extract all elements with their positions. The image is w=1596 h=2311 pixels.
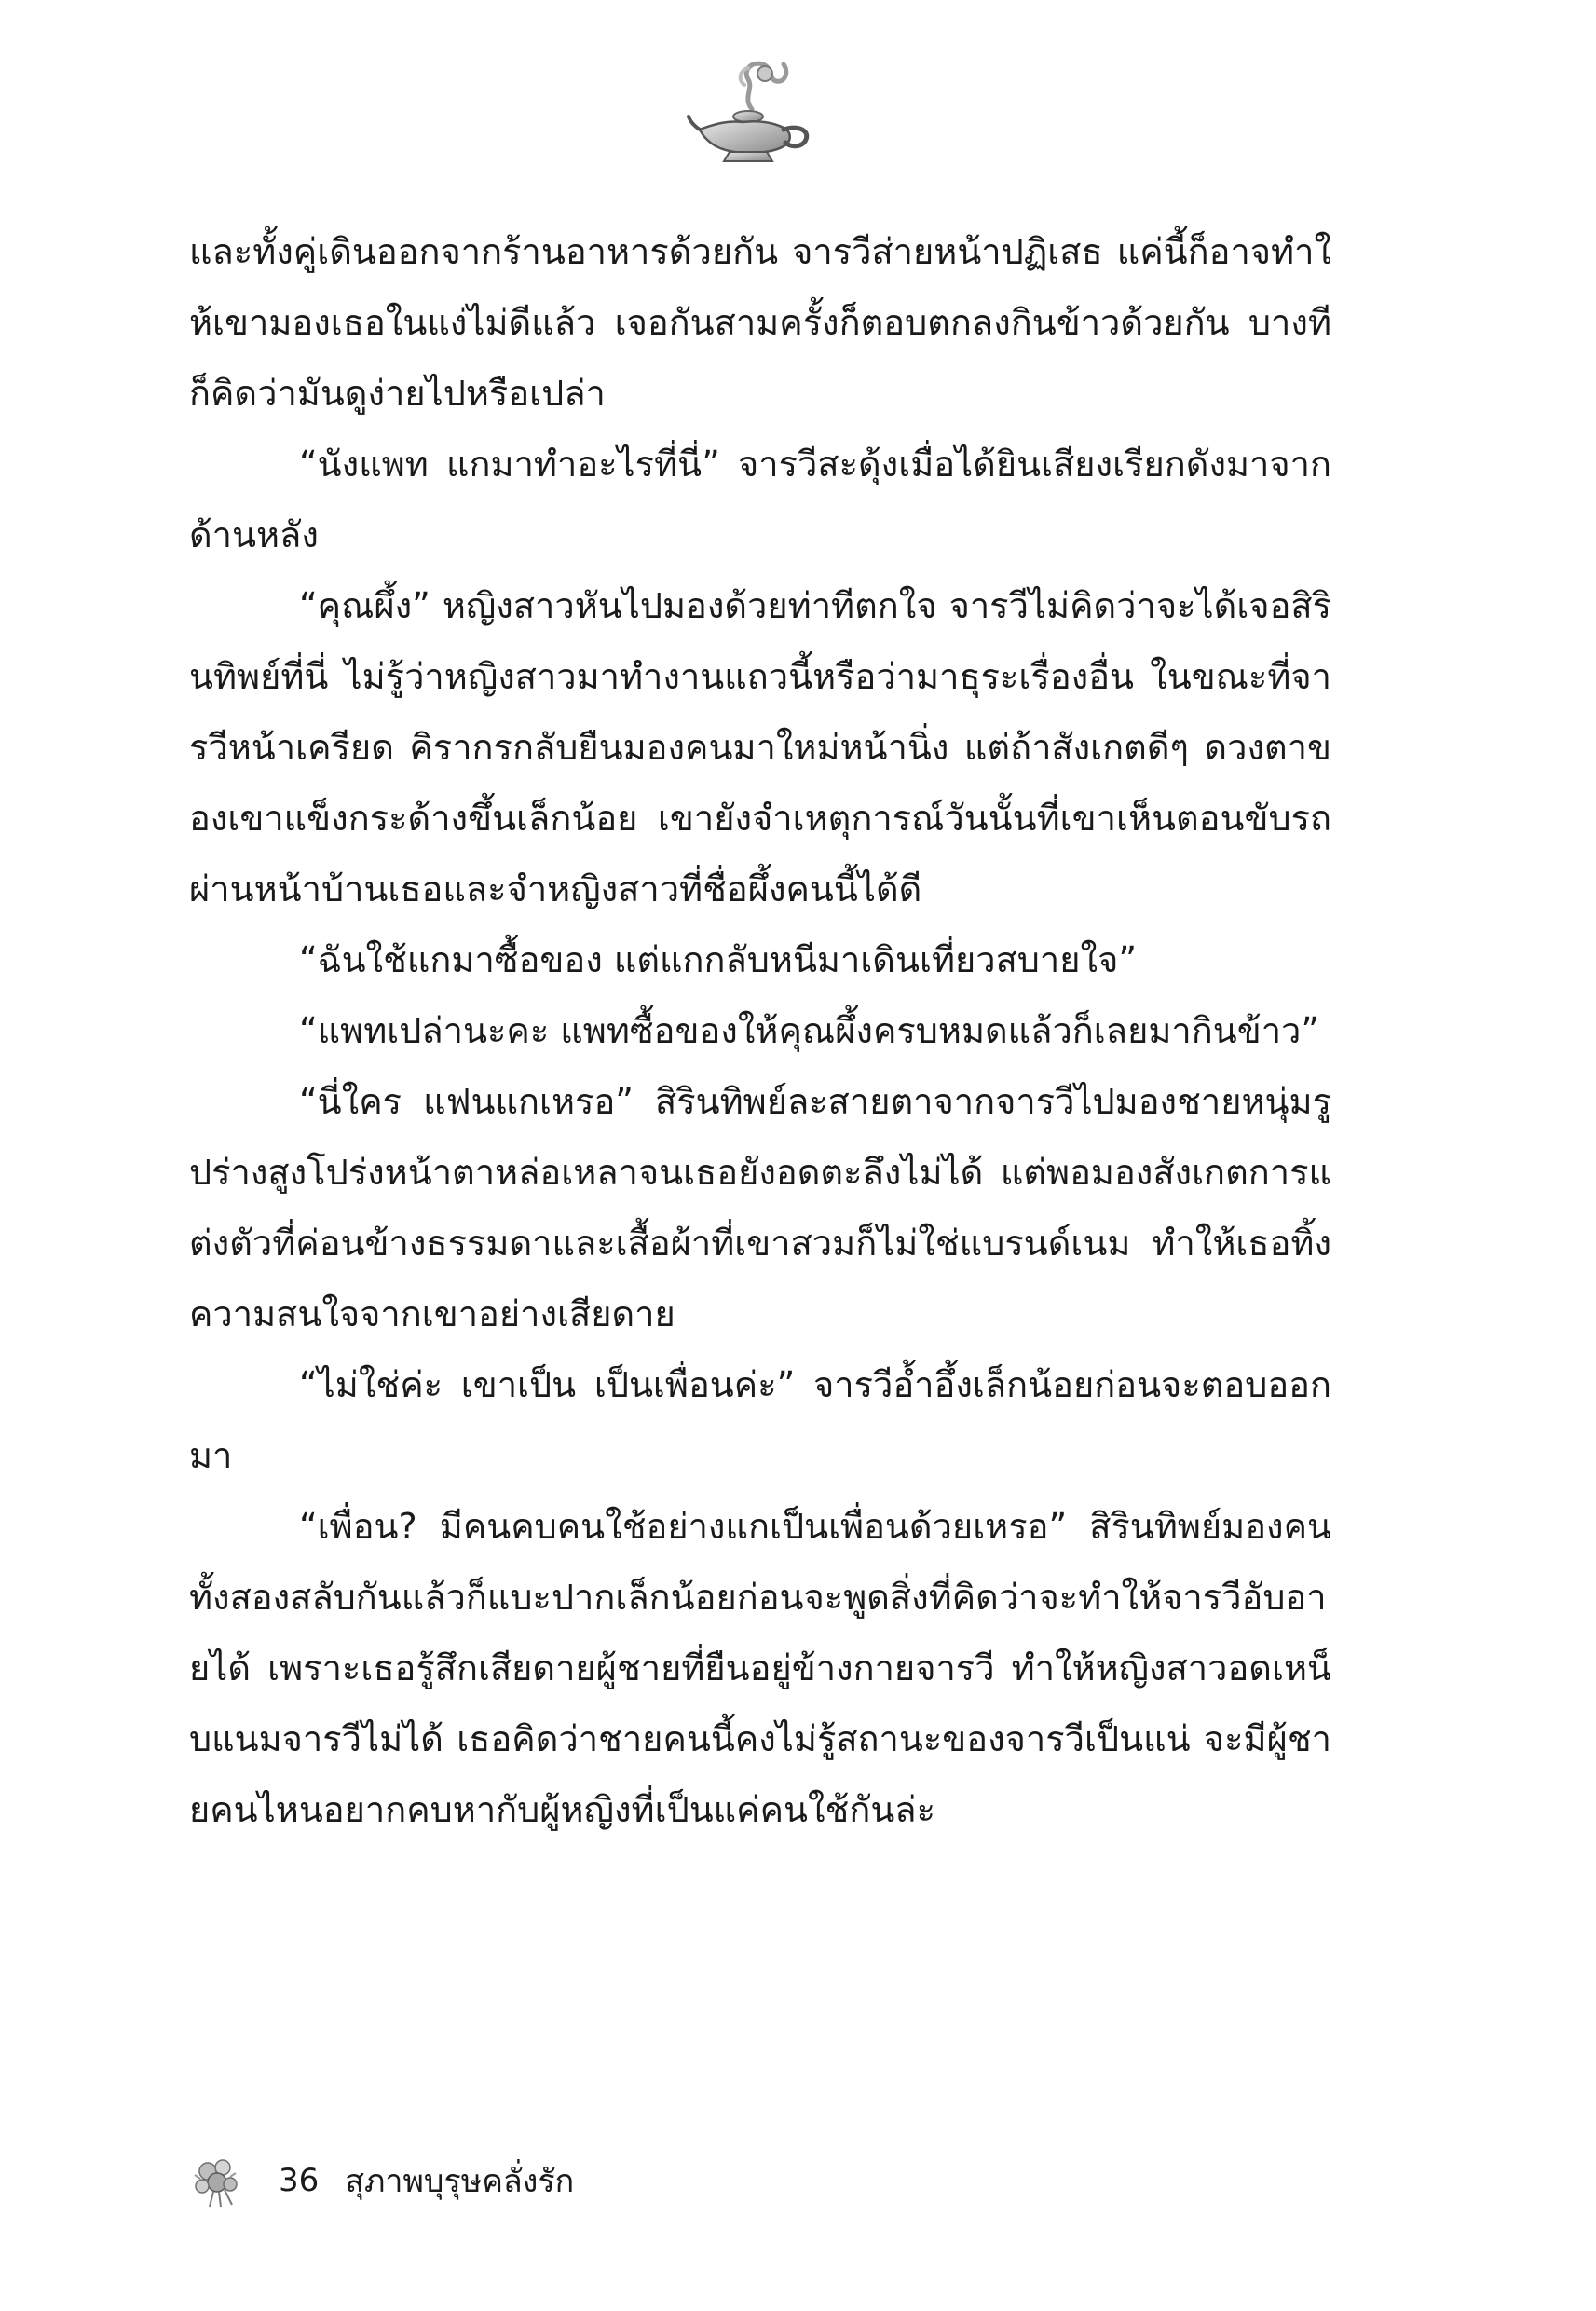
- paragraph: “นี่ใคร แฟนแกเหรอ” สิรินทิพย์ละสายตาจากจารวีไปมองชายหนุ่มรูปร่างสูงโปร่งหน้าตาหล่อเหลาจนเธอยังอดตะลึงไม่ได้ แต่พอมองสังเกตการแต่งตัวที่ค่อนข้างธรรมดาและเสื้อผ้าที่เขาสวมก็ไม่ใช่แบรนด์เนม ทำให้เธอทิ้งความสนใจจากเขาอย่างเสียดาย: [189, 1081, 1331, 1334]
- story-text: [189, 216, 1331, 1845]
- paragraph: และทั้งคู่เดินออกจากร้านอาหารด้วยกัน จารวีส่ายหน้าปฏิเสธ แค่นี้ก็อาจทำให้เขามองเธอในแง่ไม่ดีแล้ว เจอกันสามครั้งก็ตอบตกลงกินข้าวด้วยกัน บางทีก็คิดว่ามันดูง่ายไปหรือเปล่า: [189, 231, 1331, 414]
- lamp-genie-icon: [687, 51, 826, 171]
- paragraph: “แพทเปล่านะคะ แพทซื้อของให้คุณผึ้งครบหมดแล้วก็เลยมากินข้าว”: [299, 1010, 1320, 1051]
- book-title: สุภาพบุรุษคลั่งรัก: [345, 2163, 575, 2200]
- page-footer: [189, 2148, 574, 2213]
- paragraph: “คุณผึ้ง” หญิงสาวหันไปมองด้วยท่าทีตกใจ จารวีไม่คิดว่าจะได้เจอสิรินทิพย์ที่นี่ ไม่รู้ว่าหญิงสาวมาทำงานแถวนี้หรือว่ามาธุระเรื่องอื่น ในขณะที่จารวีหน้าเครียด คิรากรกลับยืนมองคนมาใหม่หน้านิ่ง แต่ถ้าสังเกตดีๆ ดวงตาของเขาแข็งกระด้างขึ้นเล็กน้อย เขายังจำเหตุการณ์วันนั้นที่เขาเห็นตอนขับรถผ่านหน้าบ้านเธอและจำหญิงสาวที่ชื่อผึ้งคนนี้ได้ดี: [189, 585, 1331, 909]
- paragraph: “เพื่อน? มีคนคบคนใช้อย่างแกเป็นเพื่อนด้วยเหรอ” สิรินทิพย์มองคนทั้งสองสลับกันแล้วก็แบะปากเล็กน้อยก่อนจะพูดสิ่งที่คิดว่าจะทำให้จารวีอับอายได้ เพราะเธอรู้สึกเสียดายผู้ชายที่ยืนอยู่ข้างกายจารวี ทำให้หญิงสาวอดเหน็บแนมจารวีไม่ได้ เธอคิดว่าชายคนนี้คงไม่รู้สถานะของจารวีเป็นแน่ จะมีผู้ชายคนไหนอยากคบหากับผู้หญิงที่เป็นแค่คนใช้กันล่ะ: [189, 1506, 1331, 1830]
- flower-bouquet-icon: [189, 2153, 245, 2208]
- page-number: 36: [279, 2162, 320, 2199]
- paragraph: “ไม่ใช่ค่ะ เขาเป็น เป็นเพื่อนค่ะ” จารวีอ้ำอึ้งเล็กน้อยก่อนจะตอบออกมา: [189, 1364, 1331, 1476]
- paragraph: “นังแพท แกมาทำอะไรที่นี่” จารวีสะดุ้งเมื่อได้ยินเสียงเรียกดังมาจากด้านหลัง: [189, 444, 1331, 555]
- paragraph: “ฉันใช้แกมาซื้อของ แต่แกกลับหนีมาเดินเที่ยวสบายใจ”: [299, 939, 1138, 980]
